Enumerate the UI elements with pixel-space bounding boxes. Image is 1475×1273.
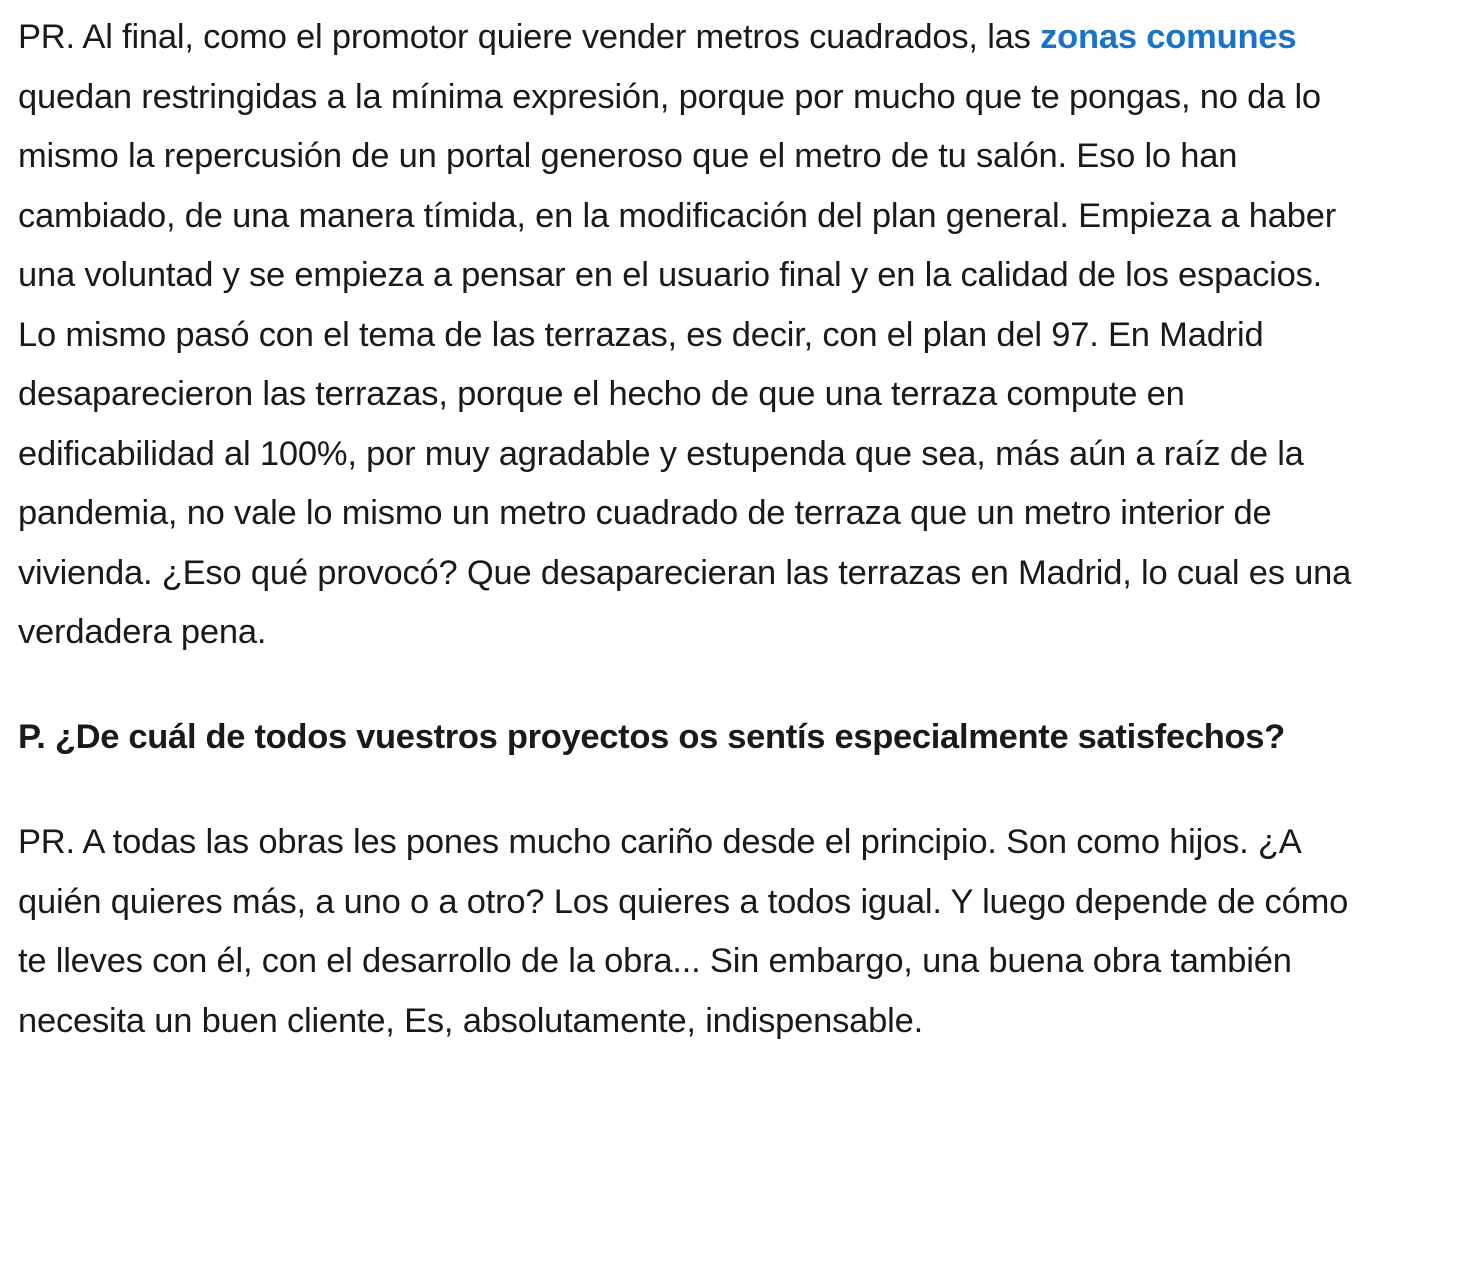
answer-1-text-before-link: PR. Al final, como el promotor quiere vender metros cuadrados, las [18, 18, 1041, 56]
article-body [18, 8, 1358, 1051]
answer-paragraph-1 [18, 8, 1358, 663]
answer-1-text-after-link: quedan restringidas a la mínima expresión, porque por mucho que te pongas, no da lo mismo la repercusión de un portal generoso que el metro de tu salón. Eso lo han cambiado, de una manera tímida, en la modificación del plan general. Empieza a haber una voluntad y se empieza a pensar en el usuario final y en la calidad de los espacios. Lo mismo pasó con el tema de las terrazas, es decir, con el plan del 97. En Madrid desaparecieron las terrazas, porque el hecho de que una terraza compute en edificabilidad al 100%, por muy agradable y estupenda que sea, más aún a raíz de la pandemia, no vale lo mismo un metro cuadrado de terraza que un metro interior de vivienda. ¿Eso qué provocó? Que desaparecieran las terrazas en Madrid, lo cual es una verdadera pena. [18, 77, 1352, 651]
interview-question: P. ¿De cuál de todos vuestros proyectos os sentís especialmente satisfechos? [18, 717, 1285, 756]
answer-paragraph-2: PR. A todas las obras les pones mucho cariño desde el principio. Son como hijos. ¿A quién quieres más, a uno o a otro? Los quieres a todos igual. Y luego depende de cómo te lleves con él, con el desarrollo de la obra... Sin embargo, una buena obra también necesita un buen cliente, Es, absolutamente, indispensable. [18, 823, 1349, 1040]
zonas-comunes-link[interactable]: zonas comunes [1040, 18, 1297, 56]
